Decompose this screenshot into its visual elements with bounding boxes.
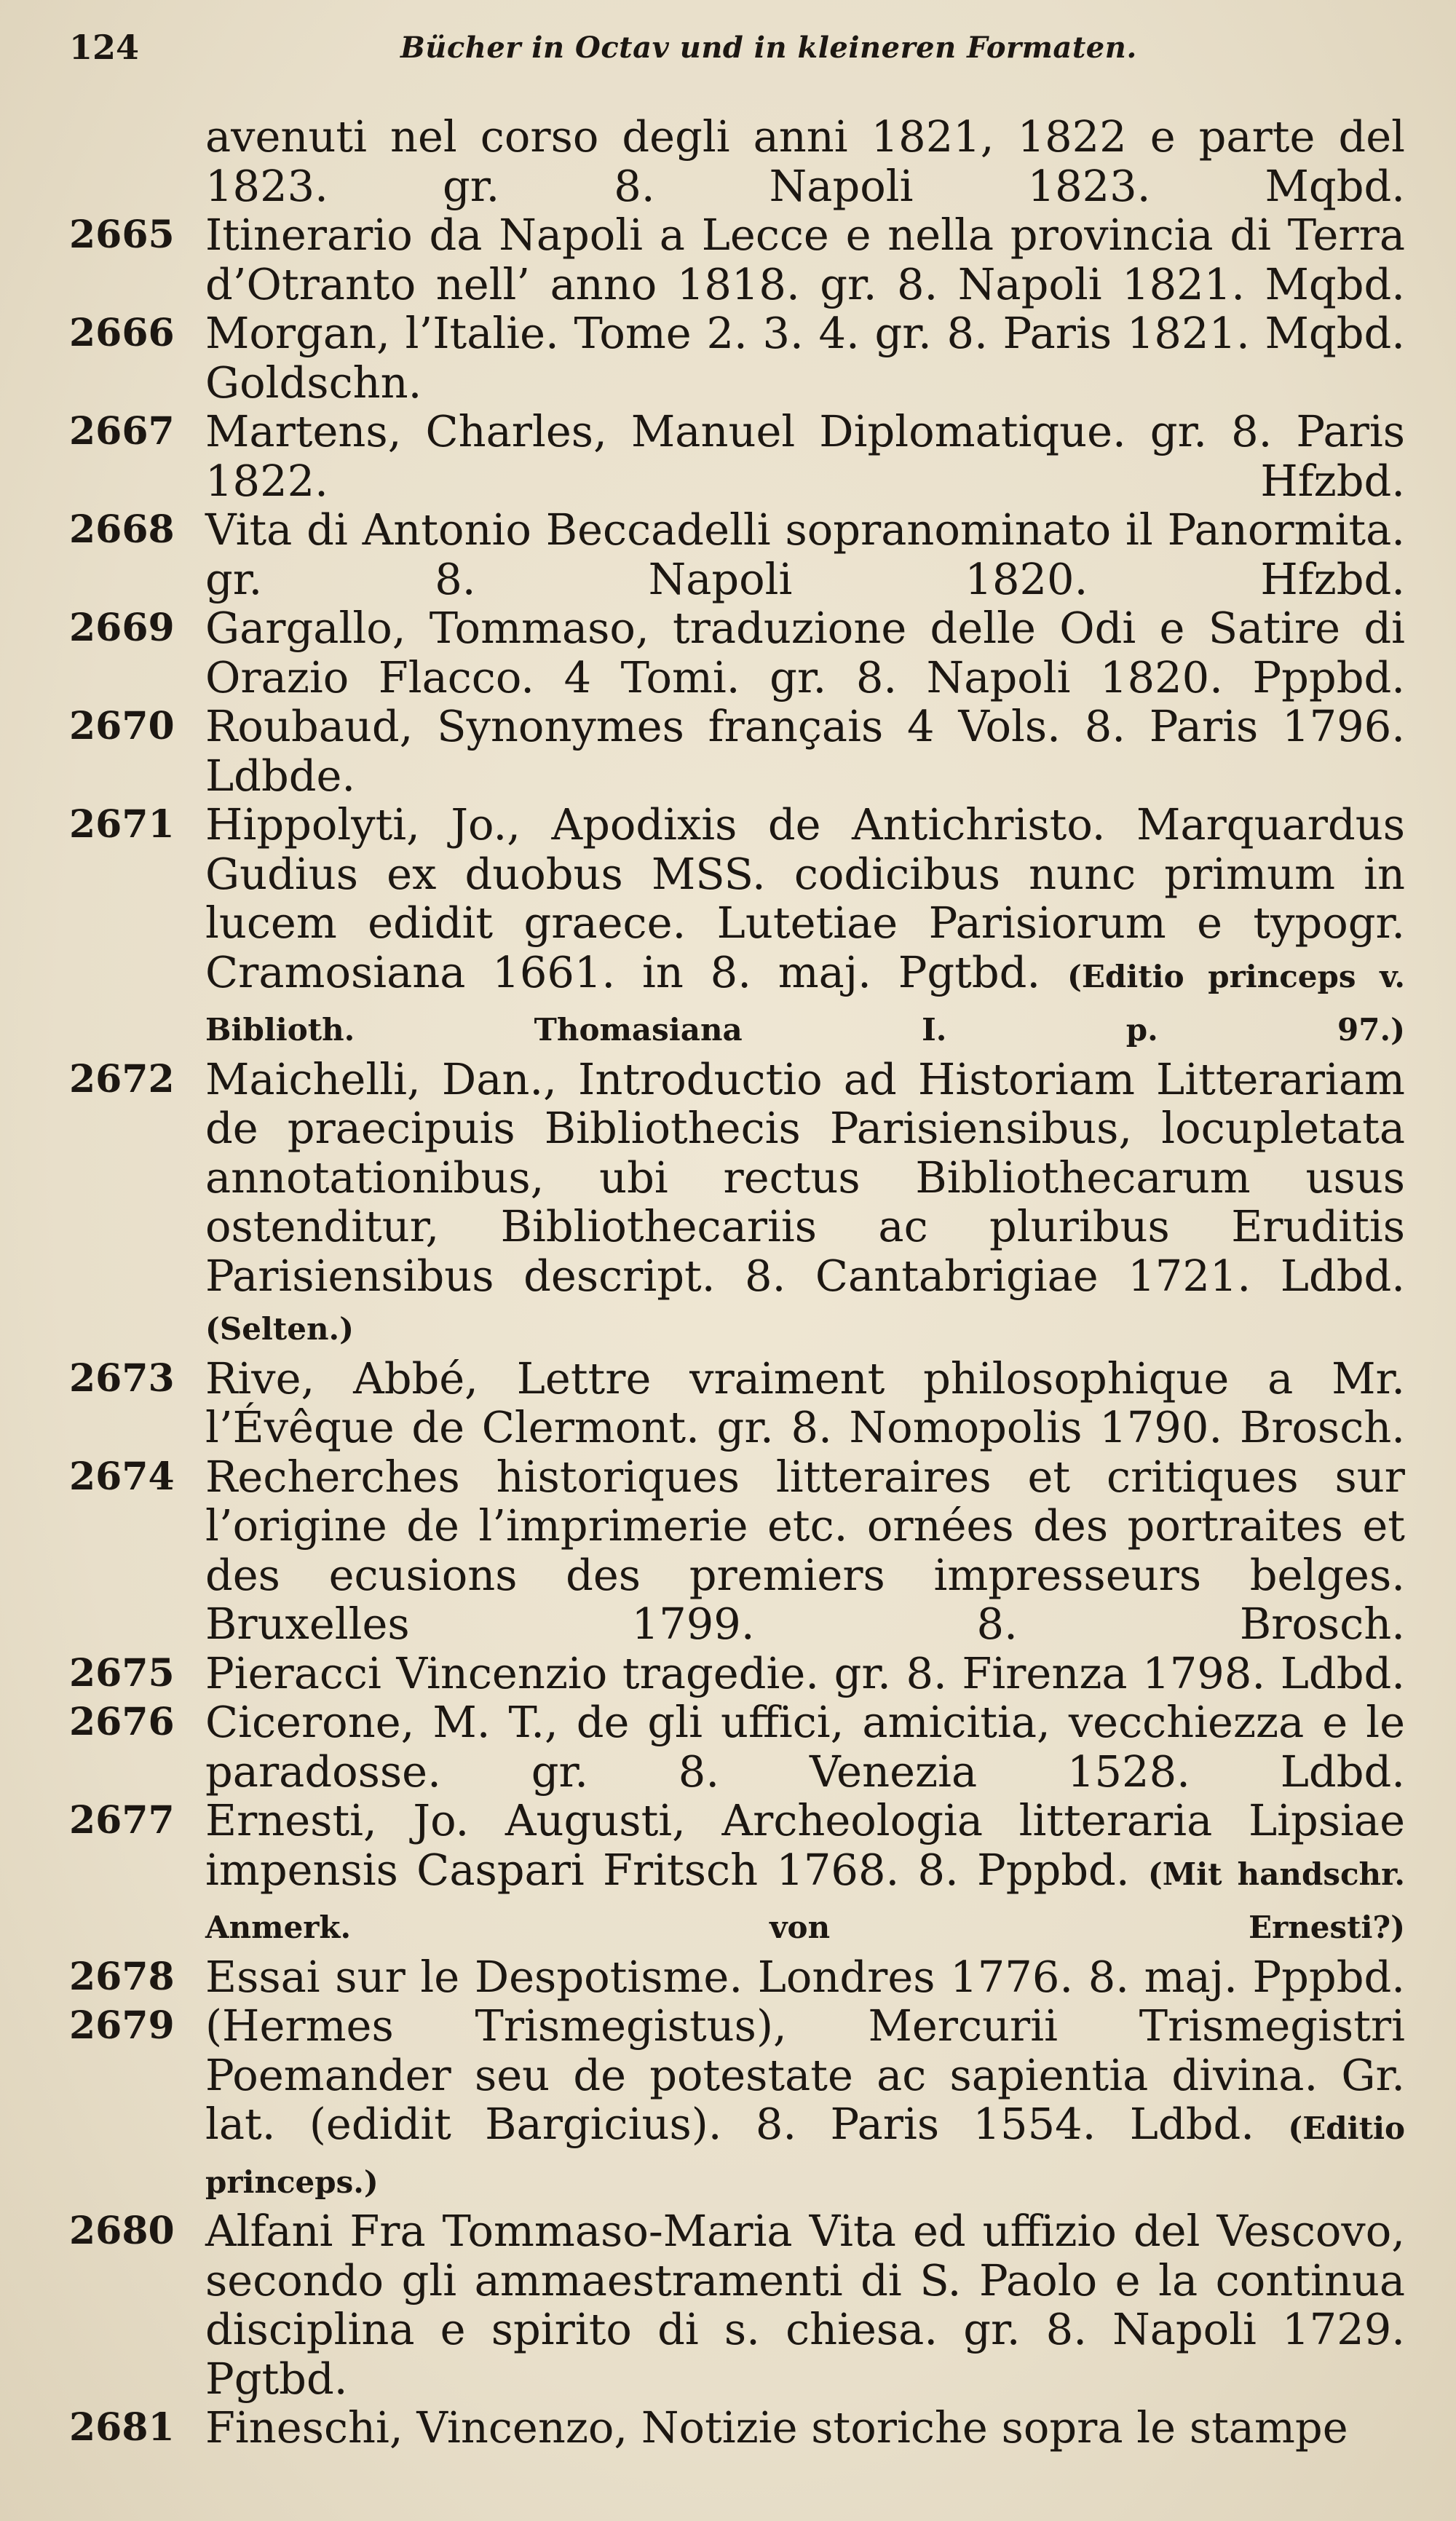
entry-number: 2669	[69, 606, 175, 650]
entry-description: Pieracci Vincenzio tragedie. gr. 8. Firenza 1798. Ldbd.	[205, 1647, 1405, 1698]
page-header	[69, 22, 1405, 76]
catalog-entry	[69, 1354, 1405, 1452]
entry-number: 2680	[69, 2209, 175, 2253]
entry-description: Cicerone, M. T., de gli uffici, amicitia, vecchiezza e le paradosse. gr. 8. Venezia 1528. Ldbd.	[205, 1697, 1405, 1797]
entry-text	[205, 1796, 1405, 1952]
catalog-entry	[69, 603, 1405, 702]
catalog-entries	[69, 112, 1405, 2453]
catalog-entry	[69, 407, 1405, 505]
entry-text	[205, 1354, 1405, 1452]
entry-text	[205, 2403, 1405, 2453]
catalog-entry	[69, 210, 1405, 309]
entry-note: (Editio princeps.)	[205, 2110, 1405, 2200]
entry-text	[205, 210, 1405, 309]
catalog-entry	[69, 702, 1405, 800]
entry-description: Hippolyti, Jo., Apodixis de Antichristo. Marquardus Gudius ex duobus MSS. codicibus nunc primum in lucem edidit graece. Lutetiae Parisiorum e typogr. Cramosiana 1661. in 8. maj. Pgtbd.	[205, 799, 1405, 997]
entry-text	[205, 1452, 1405, 1649]
page-number: 124	[69, 28, 140, 67]
continuation-entry	[69, 112, 1405, 210]
entry-number: 2681	[69, 2405, 175, 2450]
catalog-entry	[69, 800, 1405, 1055]
entry-number: 2665	[69, 213, 175, 257]
entry-text	[205, 407, 1405, 505]
entry-text	[205, 702, 1405, 800]
entry-number: 2667	[69, 409, 175, 454]
entry-number: 2677	[69, 1798, 175, 1843]
catalog-entry	[69, 1649, 1405, 1698]
entry-description: Morgan, l’Italie. Tome 2. 3. 4. gr. 8. Paris 1821. Mqbd. Goldschn.	[205, 308, 1405, 408]
catalog-entry	[69, 2001, 1405, 2207]
catalog-entry	[69, 2207, 1405, 2403]
entry-description: Recherches historiques litteraires et critiques sur l’origine de l’imprimerie etc. ornées des portraites et des ecusions des premiers impresseurs belges. Bruxelles 1799. 8. Brosch.	[205, 1451, 1405, 1649]
entry-text	[205, 505, 1405, 603]
running-head: Bücher in Octav und in kleineren Formaten.	[400, 31, 1137, 65]
catalog-entry	[69, 2403, 1405, 2453]
entry-description: Alfani Fra Tommaso-Maria Vita ed uffizio del Vescovo, secondo gli ammaestramenti di S. Paolo e la continua disciplina e spirito di s. chiesa. gr. 8. Napoli 1729. Pgtbd.	[205, 2206, 1405, 2404]
entry-text	[205, 800, 1405, 1055]
entry-description: Itinerario da Napoli a Lecce e nella provincia di Terra d’Otranto nell’ anno 1818. gr. 8. Napoli 1821. Mqbd.	[205, 210, 1405, 309]
entry-text	[205, 1649, 1405, 1698]
entry-description: Fineschi, Vincenzo, Notizie storiche sopra le stampe	[205, 2402, 1348, 2453]
entry-number: 2675	[69, 1650, 175, 1695]
entry-description: Vita di Antonio Beccadelli sopranominato il Panormita. gr. 8. Napoli 1820. Hfzbd.	[205, 504, 1405, 604]
catalog-entry	[69, 1055, 1405, 1354]
entry-number: 2671	[69, 802, 175, 847]
entry-description: Essai sur le Despotisme. Londres 1776. 8. maj. Pppbd.	[205, 1951, 1405, 2002]
entry-description: Rive, Abbé, Lettre vraiment philosophique a Mr. l’Évêque de Clermont. gr. 8. Nomopolis 1790. Brosch.	[205, 1353, 1405, 1452]
entry-number: 2668	[69, 507, 175, 552]
entry-description: Martens, Charles, Manuel Diplomatique. gr. 8. Paris 1822. Hfzbd.	[205, 406, 1405, 506]
entry-number: 2679	[69, 2003, 175, 2048]
entry-description: (Hermes Trismegistus), Mercurii Trismegistri Poemander seu de potestate ac sapientia divina. Gr. lat. (edidit Bargicius). 8. Paris 1554. Ldbd.	[205, 2000, 1405, 2149]
entry-note: (Editio princeps v. Biblioth. Thomasiana I. p. 97.)	[205, 958, 1406, 1048]
entry-text	[205, 309, 1405, 407]
entry-description: Gargallo, Tommaso, traduzione delle Odi e Satire di Orazio Flacco. 4 Tomi. gr. 8. Napoli 1820. Pppbd.	[205, 603, 1405, 703]
catalog-entry	[69, 1952, 1405, 2002]
entry-number: 2678	[69, 1954, 175, 1999]
entry-number: 2676	[69, 1700, 175, 1744]
entry-number: 2670	[69, 704, 175, 748]
entry-text	[205, 1698, 1405, 1796]
entry-text	[205, 1055, 1405, 1354]
entry-number: 2672	[69, 1056, 175, 1101]
entry-description: Maichelli, Dan., Introductio ad Historiam Litterariam de praecipuis Bibliothecis Parisiensibus, locupletata annotationibus, ubi rectus Bibliothecarum usus ostenditur, Bibliothecariis ac pluribus Eruditis Parisiensibus descript. 8. Cantabrigiae 1721. Ldbd.	[205, 1053, 1405, 1301]
entry-number: 2673	[69, 1356, 175, 1401]
catalog-entry	[69, 309, 1405, 407]
catalog-entry	[69, 1698, 1405, 1796]
entry-text	[205, 603, 1405, 702]
entry-text: avenuti nel corso degli anni 1821, 1822 e parte del 1823. gr. 8. Napoli 1823. Mqbd.	[205, 111, 1405, 211]
entry-number: 2674	[69, 1454, 175, 1499]
entry-number: 2666	[69, 311, 175, 355]
catalog-entry	[69, 505, 1405, 603]
entry-text	[205, 2207, 1405, 2403]
entry-list	[69, 210, 1405, 2453]
entry-text	[205, 1952, 1405, 2002]
catalog-entry	[69, 1452, 1405, 1649]
entry-description: Ernesti, Jo. Augusti, Archeologia litteraria Lipsiae impensis Caspari Fritsch 1768. 8. Pppbd.	[205, 1795, 1405, 1895]
entry-text	[205, 2001, 1405, 2207]
entry-note: (Selten.)	[205, 1311, 355, 1347]
entry-description: Roubaud, Synonymes français 4 Vols. 8. Paris 1796. Ldbde.	[205, 701, 1405, 801]
catalog-entry	[69, 1796, 1405, 1952]
entry-note: (Mit handschr. Anmerk. von Ernesti?)	[205, 1856, 1405, 1945]
